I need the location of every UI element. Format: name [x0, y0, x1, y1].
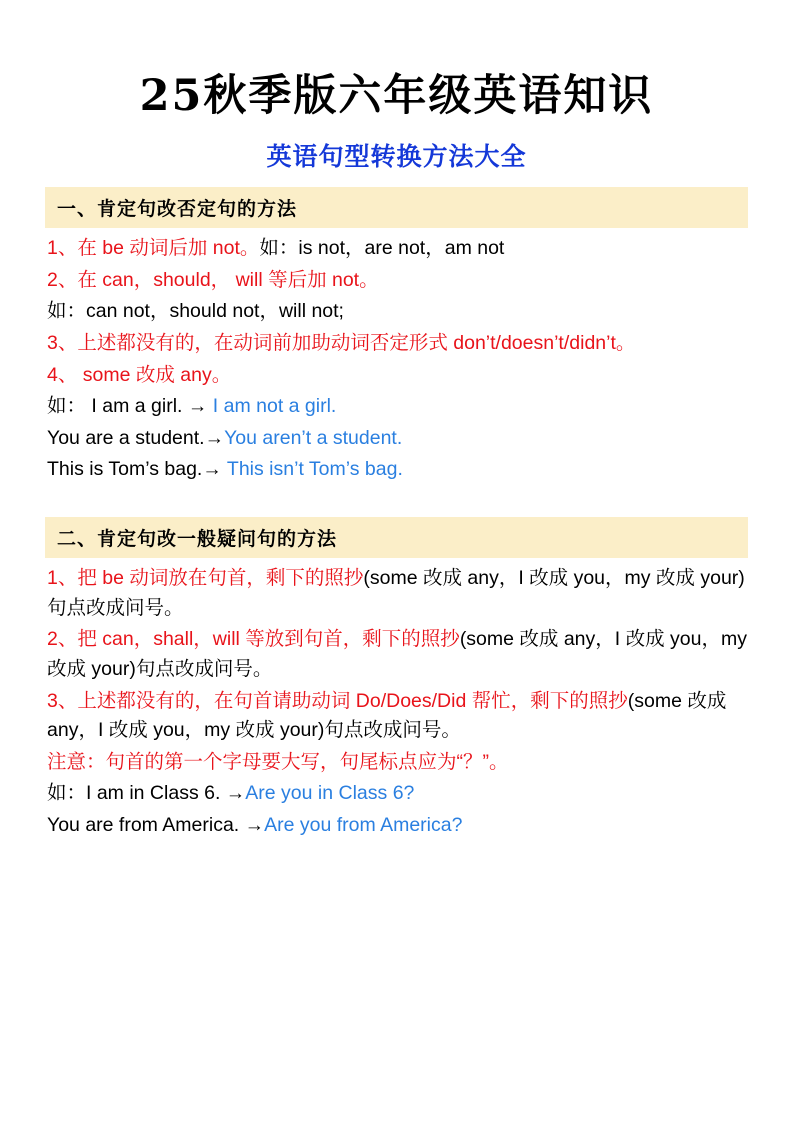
content-line	[47, 564, 748, 623]
text-run: 1、在 be 动词后加 not。	[47, 237, 260, 259]
content-line	[47, 392, 748, 422]
section-heading: 一、肯定句改否定句的方法	[45, 187, 748, 228]
content-line	[47, 329, 748, 359]
text-run: (some 改成 any，I 改成 you，my 改成 your)句点改成问号。	[47, 567, 745, 619]
content-line	[47, 234, 748, 264]
section-heading: 二、肯定句改一般疑问句的方法	[45, 517, 748, 558]
text-run: Are you from America?	[264, 814, 463, 836]
section-two-body	[45, 564, 748, 841]
text-run: 如：can not，should not，will not;	[47, 300, 344, 323]
content-line	[47, 811, 748, 841]
section-one	[45, 187, 748, 485]
text-run: You are from America. →	[47, 814, 265, 836]
text-run: (some 改成 any，I 改成 you，my 改成 your)句点改成问号。	[47, 689, 727, 742]
section-two	[45, 517, 748, 841]
section-one-body	[45, 234, 748, 485]
content-line	[47, 748, 748, 778]
text-run: 如：I am in Class 6. →	[47, 782, 246, 805]
text-run: 注意：句首的第一个字母要大写，句尾标点应为“？”。	[47, 750, 509, 773]
text-run: This isn’t Tom’s bag.	[226, 458, 403, 481]
text-run: 3、上述都没有的，在动词前加助动词否定形式 don’t/doesn’t/didn’t。	[47, 331, 636, 354]
text-run: (some 改成 any，I 改成 you，my 改成 your)句点改成问号。	[47, 628, 747, 680]
section-spacer	[45, 487, 748, 517]
text-run: This is Tom’s bag.→	[47, 458, 227, 481]
content-line	[47, 455, 748, 485]
text-run: 2、把 can，shall，will 等放到句首，剩下的照抄	[47, 628, 460, 651]
text-run: 1、把 be 动词放在句首，剩下的照抄	[47, 567, 364, 589]
content-line	[47, 424, 748, 454]
text-run: 2、在 can，should， will 等后加 not。	[47, 268, 379, 291]
content-line	[47, 687, 748, 746]
page-title: 25秋季版六年级英语知识	[139, 71, 654, 121]
page-subtitle: 英语句型转换方法大全	[266, 142, 527, 171]
text-run: 3、上述都没有的，在句首请助动词 Do/Does/Did 帮忙，剩下的照抄	[47, 689, 628, 712]
text-run: I am not a girl.	[212, 395, 337, 418]
text-run: 4、 some 改成 any。	[47, 363, 232, 386]
text-run: You aren’t a student.	[224, 426, 403, 449]
content-line	[47, 625, 748, 684]
text-run: Are you in Class 6?	[245, 782, 415, 805]
content-line	[47, 361, 748, 391]
text-run: 如： I am a girl. →	[47, 395, 213, 418]
content-line	[47, 779, 748, 809]
text-run: You are a student.→	[47, 426, 225, 449]
content-line	[47, 266, 748, 296]
text-run: 如：is not，are not，am not	[259, 237, 505, 259]
content-line	[47, 297, 748, 327]
